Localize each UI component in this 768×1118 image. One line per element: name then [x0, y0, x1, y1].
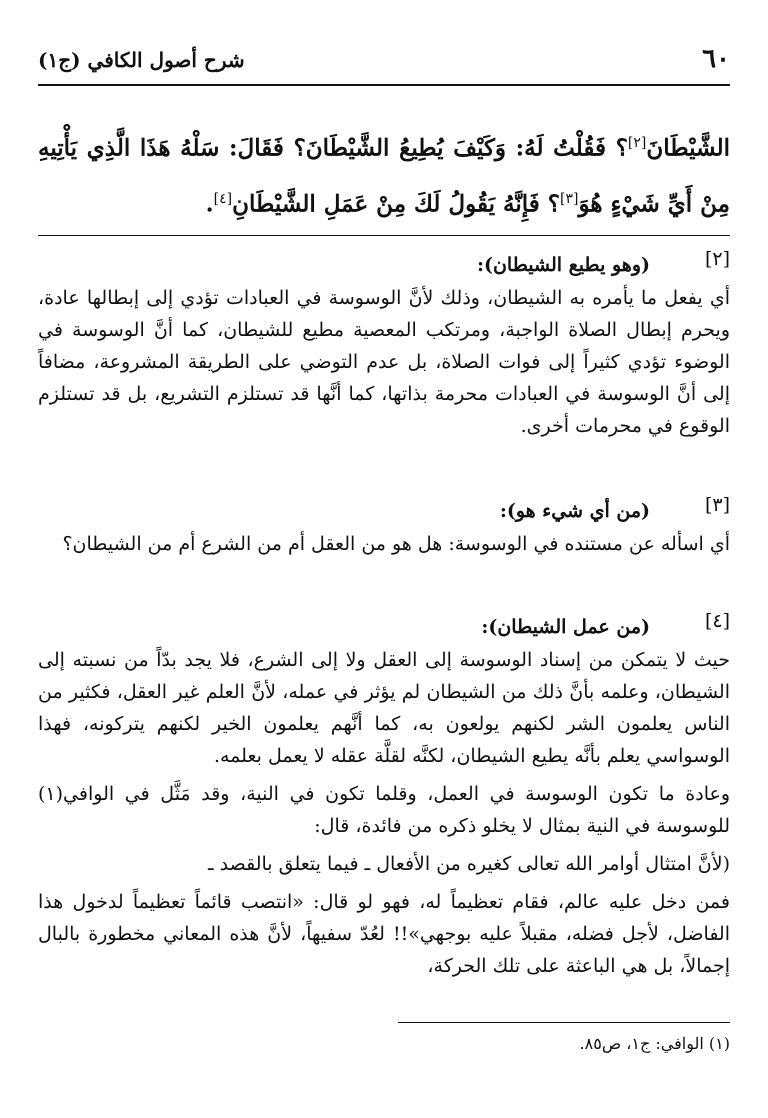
- page-header: [38, 36, 730, 86]
- book-title: شرح أصول الكافي (ج١): [38, 48, 245, 72]
- note-number: [٤]: [704, 610, 730, 632]
- ref-4: [٤]: [213, 190, 233, 207]
- header-rule: [38, 84, 730, 86]
- hadith-part-2: ؟ فَإِنَّهُ يَقُولُ لَكَ مِنْ عَمَلِ الشَّيْطَانِ: [232, 190, 561, 218]
- note-3: [38, 494, 730, 566]
- note-4: [38, 610, 730, 988]
- note-body: [38, 528, 730, 560]
- page-number: ٦٠: [702, 44, 730, 74]
- note-number: [٢]: [704, 248, 730, 270]
- note-paragraph: (لأنَّ امتثال أوامر الله تعالى كغيره من الأفعال ـ فيما يتعلق بالقصد ـ: [208, 853, 730, 875]
- note-paragraph: أي اسأله عن مستنده في الوسوسة: هل هو من العقل أم من الشرع أم من الشيطان؟: [62, 533, 730, 555]
- hadith-word: الشَّيْطَانَ: [646, 134, 730, 162]
- hadith-end: .: [205, 190, 214, 218]
- footnote-rule: [398, 1022, 730, 1023]
- note-heading: (وهو يطيع الشيطان):: [476, 254, 650, 276]
- note-paragraph: حيث لا يتمكن من إسناد الوسوسة إلى العقل ولا إلى الشرع، فلا يجد بدّاً من نسبته إلى الشيطان، وعلمه بأنَّ ذلك من الشيطان لم يؤثر في عمله، لأنَّ العلم غير العقل، فكثير من الناس يعلمون الشر لكنهم يولعون به، كما أنَّهم يعلمون الخير لكنهم يتركونه، فهذا الوسواسي يعلم بأنَّه يطيع الشيطان، لكنَّه لقلَّة عقله لا يعمل بعلمه.: [38, 649, 730, 767]
- note-paragraph: فمن دخل عليه عالم، فقام تعظيماً له، فهو لو قال: «انتصب قائماً تعظيماً لدخول هذا الفاضل، لأجل فضله، مقبلاً عليه بوجهي»!! لعُدّ سفيهاً، لأنَّ هذه المعاني مخطورة بالبال إجمالاً، بل هي الباعثة على تلك الحركة،: [38, 891, 730, 977]
- note-2: [38, 248, 730, 448]
- note-number: [٣]: [704, 494, 730, 516]
- footnote: (١) الوافي: ج١، ص٨٥.: [579, 1034, 730, 1053]
- hadith-part-1: ؟ فَقُلْتُ لَهُ: وَكَيْفَ يُطِيعُ الشَّيْطَانَ؟ فَقَالَ: سَلْهُ هَذَا الَّذِي يَأْتِيهِ مِنْ أَيِّ شَيْءٍ هُوَ: [38, 134, 730, 218]
- ref-2: [٢]: [627, 135, 647, 151]
- ref-3: [٣]: [560, 190, 579, 207]
- hadith-text: [38, 118, 730, 229]
- note-paragraph: وعادة ما تكون الوسوسة في العمل، وقلما تكون في النية، وقد مَثَّل في الوافي(١) للوسوسة في النية بمثال لا يخلو ذكره من فائدة، قال:: [38, 783, 730, 837]
- note-heading: (من أي شيء هو):: [499, 500, 650, 522]
- separator-rule: [38, 235, 730, 236]
- note-paragraph: أي يفعل ما يأمره به الشيطان، وذلك لأنَّ الوسوسة في العبادات تؤدي إلى إبطالها عادة، ويحرم إبطال الصلاة الواجبة، ومرتكب المعصية مطيع للشيطان، كما أنَّ الوسوسة في الوضوء تؤدي كثيراً إلى فوات الصلاة، بل عدم التوضي على الطريقة المشروعة، مضافاً إلى أنَّ الوسوسة في العبادات محرمة بذاتها، كما أنَّها قد تستلزم التشريع، بل قد تستلزم الوقوع في محرمات أخرى.: [38, 287, 730, 437]
- note-body: [38, 282, 730, 442]
- note-body: [38, 644, 730, 982]
- note-heading: (من عمل الشيطان):: [481, 616, 650, 638]
